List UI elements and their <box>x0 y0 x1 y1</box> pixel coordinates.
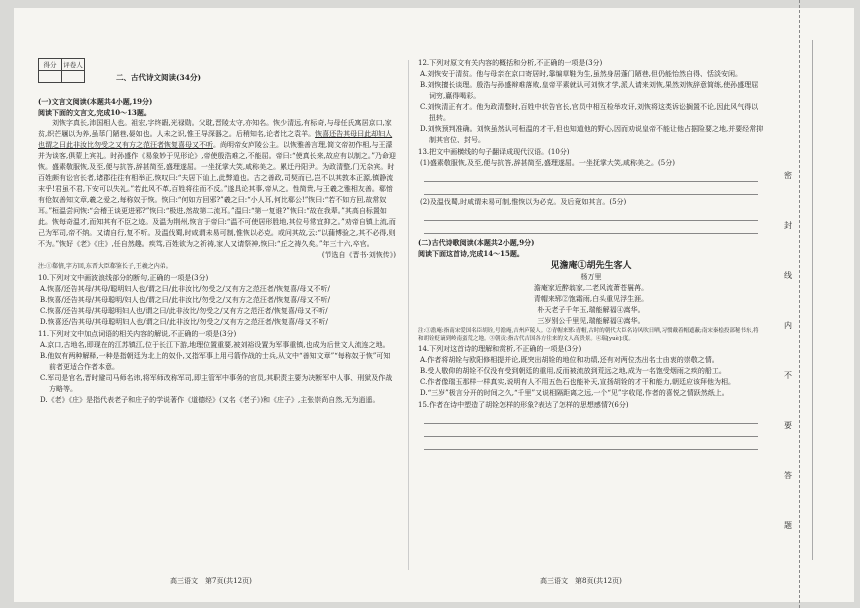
question-15: 15.作者在诗中塑造了胡铨怎样的形象?表达了怎样的思想感情?(6分) <box>418 401 629 409</box>
score-cell <box>39 71 62 83</box>
binding-char: 内 <box>784 321 792 330</box>
poem-title: 见澹庵①胡先生客人 <box>550 261 632 271</box>
question-14: 14.下列对这首诗的理解和赏析,不正确的一项是(3分) <box>418 345 582 353</box>
binding-char: 题 <box>784 521 792 530</box>
q11-option-a: A.京口,古地名,即现在的江苏镇江,位于长江下游,地理位置重要,被刘裕设置为军事重镇,也成为后世文人流连之地。 <box>40 341 390 349</box>
grader-label: 评卷人 <box>62 59 85 71</box>
subsection-title: (一)文言文阅读(本题共4小题,19分) <box>38 97 153 106</box>
right-column <box>418 58 764 450</box>
page-footer-left: 高三语文 第7页(共12页) <box>170 577 252 585</box>
binding-char: 密 <box>784 171 792 180</box>
score-table <box>38 58 85 83</box>
page-footer-right: 高三语文 第8页(共12页) <box>540 577 622 585</box>
q10-option-d: D.恢喜还/告其母/其母聪明妇人也/谓之曰/此非汝比/勿受之/又有方之范汪者/恢复喜/母又不听/ <box>40 318 328 326</box>
q10-option-b: B.恢喜/还告其母/其母聪明/妇人也/谓之曰/此非汝比/勿受之/又有方之范汪者/恢复喜/母又不听/ <box>40 296 330 304</box>
q14-option-b: B.受人敬仰的胡铨不仅没有受到朝廷的重用,反而被流放到荒远之地,成为一名饱受烟雨之疾的船工。 <box>420 367 726 375</box>
q11-option-b: B.他奴有两种解释,一种是指朝廷为北上的奴仆,又指军事上用弓箭作战的士兵,从文中“善知文章”“每称奴于恢”可知前者更适合作者本意。 <box>40 352 391 371</box>
answer-line[interactable] <box>424 221 758 234</box>
passage-part-2: 。尚明帝女庐陵公主。以恢雅善言理,简文帝初作相,与王濛并为谈客,俱蒙上宾礼。时孙盛作《易象妙于见形论》,帝使殷浩难之,不能屈。帝曰:“使真长来,故应有以制之。”乃命迎恢。盛素敬服恢,及至,便与抗答,辞甚简至,盛理遂屈。一坐抚掌大笑,咸称美之。累迁丹阳尹。为政清整,门无杂宾。时百姓颇有讼官长者,诸郡往往有相举正,恢叹曰:“夫居下讪上,此弊道也。古之善政,司契而已,岂不以其敦本正源,镇静流末乎!君虽不君,下安可以失礼。”若此风不革,百姓将往而不反。”遂具论其事,帝从之。性简贵,与王羲之雅相友善。郗愔有伧奴善知文章,羲之爱之,每称奴于恢。恢曰:“何如方回邪?”羲之曰:“小人耳,何比郗公!”恢曰:“若不如方回,故常奴耳。”桓温尝问恢:“会稽王谈更进邪?”恢曰:“极进,然故第二流耳。”温曰:“第一复谁?”恢曰:“故在我辈。”其高自标置如此。恢每奇温才,而知其有不臣之迹。及温为荆州,恢言于帝曰:“温不可使居形胜地,其位号常宜抑之。”劝帝自镇上流,而己为军司,帝不纳。又请自行,复不听。及温伐蜀,时咸谓未易可制,惟恢以必克。或问其故,云:“以蒱博验之,其不必得,则不为。”恢好《老》《庄》,任自然趣。疾笃,百姓欲为之祈祷,家人又请祭神,恢曰:“丘之祷久矣。”年三十六,卒官。 <box>38 141 396 248</box>
binding-char: 不 <box>784 371 792 380</box>
source: (节选自《晋书·刘恢传》) <box>321 251 396 259</box>
wavy-underlined-text: 恢喜还告其母曰此却妇人也谓之曰此非汝比勿受之又有方之范汪者恢复喜母又不听 <box>38 130 393 149</box>
q10-option-a: A.恢喜/还告其母/其母/聪明妇人也/谓之曰/此非汝比/勿受之/又有方之范汪者/恢复喜/母又不听/ <box>40 285 330 293</box>
grader-cell <box>62 71 85 83</box>
q12-option-a: A.刘恢安于清贫。他与母亲在京口寄居时,靠编草鞋为生,虽然身居蓬门陋巷,但仍能怡然自得、恬淡安闲。 <box>420 70 742 78</box>
binding-char: 要 <box>784 421 792 430</box>
left-column <box>38 96 396 406</box>
poem-line: 澹庵家近醉翁家,二老风流萧苍鬟苒。 <box>533 284 649 292</box>
note: 注:①郗愔,字方回,东晋大臣郗鉴长子,王羲之内弟。 <box>38 263 172 270</box>
dashed-seal-line <box>799 0 800 608</box>
poem-line: 三岁别公千里见,瑞能解福④嵩华。 <box>537 317 645 325</box>
subsection-title-2: (二)古代诗歌阅读(本题共2小题,9分) <box>418 238 535 247</box>
binding-char: 封 <box>784 221 792 230</box>
binding-line <box>790 0 810 608</box>
q12-option-d: D.刘恢预判准确。刘恢虽然认可桓温的才干,但也知道他的野心,因而劝说皇帝不能让他占据险要之地,并要经常抑制其官位、封号。 <box>420 125 764 144</box>
q10-option-c: C.恢喜/还告其母/其母聪明妇人也/谓之曰/此非汝比/勿受之/又有方之范汪者/恢复喜/母又不听/ <box>40 307 328 315</box>
q11-option-d: D.《老》《庄》是指代表老子和庄子的学说著作《道德经》(又名《老子》)和《庄子》,主张崇尚自然,无为逍遥。 <box>40 396 380 404</box>
poem-note: 注:①澹庵:指南宋爱国名臣胡铨,号澹庵,吉州庐陵人。②青帽来郓:青帽,古时的朝代大臣名诗风吹日晒,习惯戴着帽遮蔽;南宋秦桧投部秘书东,将和胡铨贬谪到岭南蛮荒之地。③朝贡:指古代吉国各方往来的文人高贵景。④瑞[yuè]:度。 <box>418 328 759 342</box>
poem-line: 朴天老子千年玉,瑞能解福④嵩华。 <box>537 306 645 314</box>
q13-part-2: (2)及温伐蜀,时咸谓未易可制,惟恢以为必克。及后竟如其言。(5分) <box>420 198 627 206</box>
q14-option-d: D.“三岁”极言分开的时间之久,“千里”又说相隔距离之远,一个“见”字收尾,作者的喜悦之情跃然纸上。 <box>420 389 729 397</box>
answer-line[interactable] <box>424 411 758 424</box>
q12-option-b: B.刘恢擅长谈理。殷浩与孙盛辩难落败,皇帝平素就认可刘恢才学,派人请来刘恢,果然刘恢辞意简练,使孙盛理屈词穷,赢得喝彩。 <box>420 81 759 100</box>
column-divider <box>408 60 409 570</box>
score-label: 得分 <box>39 59 62 71</box>
binding-char: 答 <box>784 471 792 480</box>
q14-option-c: C.作者像瑞玉那样一样真实,说明有人不用五色石也能补天,宣扬胡铨的才干和能力,朝廷应该拜他为相。 <box>420 378 736 386</box>
answer-line[interactable] <box>424 208 758 221</box>
section-title: 二、古代诗文阅读(34分) <box>116 73 202 82</box>
q11-option-c: C.军司是官名,晋时避司马师名讳,将军师改称军司,即主管军中事务的官员,其职责主要为决断军中人事、刑狱及作战方略等。 <box>40 374 393 393</box>
q12-option-c: C.刘恢清正有才。他为政清整时,百姓中状告官长,官员中相互检举攻讦,刘恢将这类诉讼搁置不论,因此风气得以扭转。 <box>420 103 759 122</box>
binding-char: 线 <box>784 271 792 280</box>
answer-line[interactable] <box>424 169 758 182</box>
question-13: 13.把文中画横线的句子翻译成现代汉语。(10分) <box>418 148 570 156</box>
passage <box>38 118 396 250</box>
poem-line: 青帽来郓②饱霜雨,白头重见浮生涯。 <box>533 295 649 303</box>
answer-line[interactable] <box>424 437 758 450</box>
q14-option-a: A.作者将胡铨与欧阳修相提并论,既突出胡铨的地位和功绩,还有对两位杰出名士由衷的崇敬之情。 <box>420 356 719 364</box>
poem-author: 杨万里 <box>580 273 602 281</box>
answer-line[interactable] <box>424 424 758 437</box>
page-edge <box>812 40 813 560</box>
question-11: 11.下列对文中加点词语的相关内容的解说,不正确的一项是(3分) <box>38 330 237 338</box>
answer-line[interactable] <box>424 182 758 195</box>
q13-part-1: (1)盛素敬服恢,及至,便与抗答,辞甚简至,盛理遂屈。一坐抚掌大笑,咸称美之。(5分) <box>420 159 675 167</box>
instruction: 阅读下面的文言文,完成10～13题。 <box>38 108 151 117</box>
question-10: 10.下列对文中画波浪线部分的断句,正确的一项是(3分) <box>38 274 209 282</box>
instruction-2: 阅读下面这首诗,完成14～15题。 <box>418 249 524 258</box>
question-12: 12.下列对原文有关内容的概括和分析,不正确的一项是(3分) <box>418 59 603 67</box>
passage-part-1: 刘恢字真长,沛国相人也。祖宏,字终嘏,光禄勋。父耽,晋陵太守,亦知名。恢少清远,有标奇,与母任氏寓居京口,家贫,织芒屩以为养,虽荜门陋巷,晏如也。人未之识,惟王导深器之。后稍知名,论者比之袁羊。 <box>38 119 392 138</box>
